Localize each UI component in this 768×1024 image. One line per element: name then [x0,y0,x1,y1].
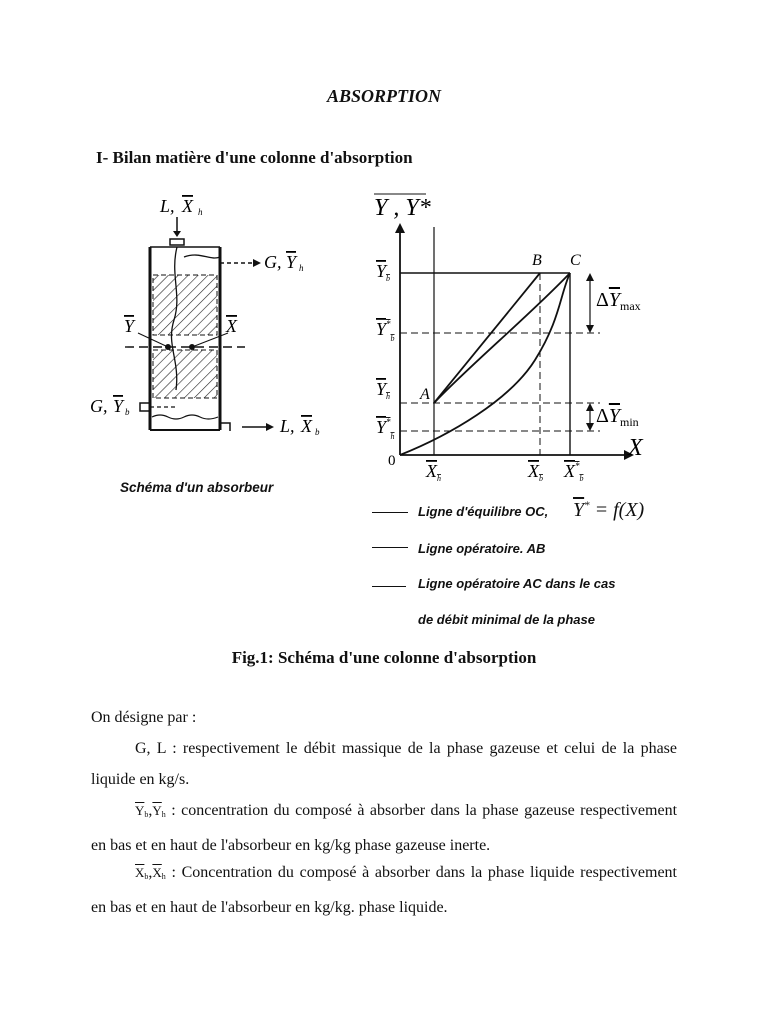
label-X: X [226,316,237,336]
label-out-Y-sub: h [299,263,304,273]
intro-text: On désigne par : [91,709,197,726]
xtick-xb-star: $X^*_b$ [564,461,584,483]
y-axis-title: Y , Y* [374,195,431,221]
delta-y-max-label: $\Delta Y_{max}$ [596,289,641,313]
delta-y-min-label: $\Delta Y_{min}$ [596,405,639,429]
definition-x: $\overline{X}b,\overline{X}h$ : Concentration du composé à absorber dans la phase liquide respectivement en bas et en haut de l'absorbeur en kg/kg. phase liquide. [91,864,678,916]
label-bot-X: X [301,416,312,436]
ytick-yh: $Y_h$ [376,379,391,401]
xtick-xb: $X_b$ [528,461,543,483]
section-heading: I- Bilan matière d'une colonne d'absorption [96,148,413,167]
legend-line-1 [372,512,408,513]
packing-upper [153,275,217,335]
legend-item-3-line2: de débit minimal de la phase [418,612,595,627]
label-in-Y-sub: b [125,407,130,417]
point-c-label: C [570,252,581,269]
origin-label: 0 [388,453,396,469]
label-bot-L: L, [280,416,295,436]
definition-y: $\overline{Y}b,\overline{Y}h$ : concentration du composé à absorber dans la phase gazeuse respectivement en bas et en haut de l'absorbeur en kg/kg phase gazeuse inerte. [91,802,678,854]
point-a-label: A [420,386,430,403]
liquid-distributor [170,239,184,245]
operating-line-ac [434,273,570,403]
operating-line-ab [434,273,540,403]
point-b-label: B [532,252,542,269]
label-out-G: G, [264,252,282,272]
ytick-yh-star: $Y^*_h$ [376,417,395,441]
legend-item-2: Ligne opératoire. AB [418,541,546,556]
absorber-schematic [80,185,360,445]
label-top-L: L, [160,196,175,216]
packing-lower [153,350,217,398]
label-out-Y: Y [286,252,297,272]
operating-diagram [360,185,690,490]
legend-line-2 [372,547,408,548]
legend-item-3-line1: Ligne opératoire AC dans le cas [418,576,616,591]
label-top-X: X [182,196,193,216]
ytick-yb: $Y_b$ [376,261,391,283]
label-Y: Y [124,316,135,336]
xtick-xh: $X_h$ [426,461,441,483]
label-in-Y: Y [113,396,124,416]
legend-item-1: Ligne d'équilibre OC, [418,504,549,519]
definition-g-l: G, L : respectivement le débit massique de la phase gazeuse et celui de la phase liquide en kg/s. [91,740,677,788]
legend-line-3 [372,586,406,587]
legend-formula: $\overline{Y}^* = f(X)$ [573,499,645,521]
ytick-yb-star: $Y^*_b$ [376,319,395,343]
x-axis-title: X [628,435,643,461]
schema-caption: Schéma d'un absorbeur [120,480,274,495]
label-in-G: G, [90,396,108,416]
label-top-X-sub: h [198,207,203,217]
equilibrium-curve-oc [400,273,570,455]
page-title: ABSORPTION [326,86,442,106]
label-bot-X-sub: b [315,427,320,437]
figure-caption: Fig.1: Schéma d'une colonne d'absorption [231,648,537,667]
